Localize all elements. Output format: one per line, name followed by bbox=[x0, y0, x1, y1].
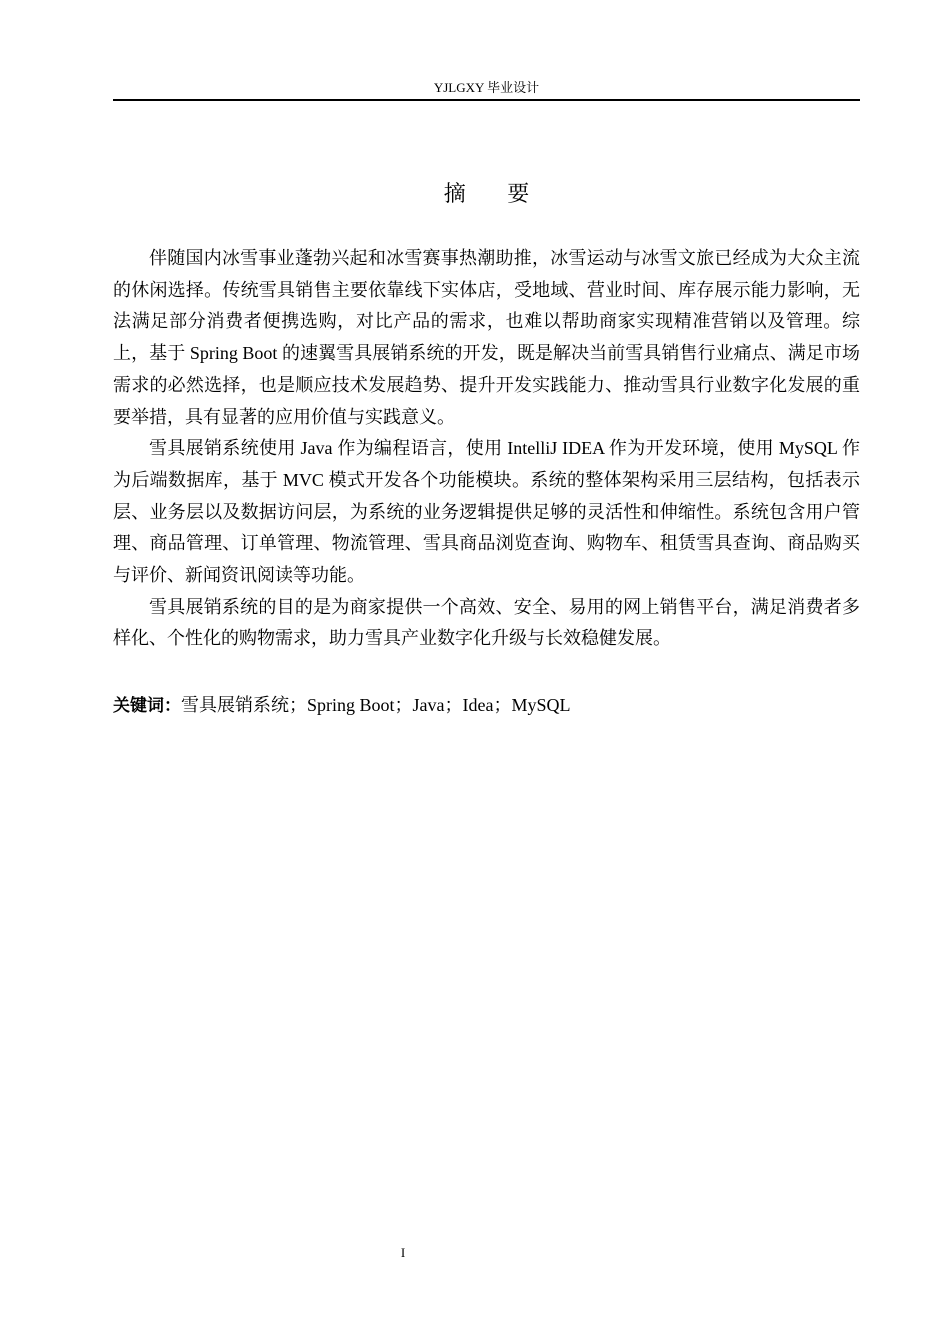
page-header: YJLGXY 毕业设计 bbox=[433, 80, 540, 95]
abstract-paragraph-1: 伴随国内冰雪事业蓬勃兴起和冰雪赛事热潮助推，冰雪运动与冰雪文旅已经成为大众主流的休闲选择。传统雪具销售主要依靠线下实体店，受地域、营业时间、库存展示能力影响，无法满足部分消费者便携选购，对比产品的需求，也难以帮助商家实现精准营销以及管理。综上，基于 Spring Boot 的速翼雪具展销系统的开发，既是解决当前雪具销售行业痛点、满足市场需求的必然选择，也是顺应技术发展趋势、提升开发实践能力、推动雪具行业数字化发展的重要举措，具有显著的应用价值与实践意义。 bbox=[113, 248, 860, 427]
header-divider bbox=[113, 99, 860, 101]
abstract-title: 摘 要 bbox=[443, 181, 548, 206]
keywords-text: 雪具展销系统；Spring Boot；Java；Idea；MySQL bbox=[181, 695, 571, 715]
page-number: I bbox=[400, 1245, 406, 1260]
abstract-paragraph-3: 雪具展销系统的目的是为商家提供一个高效、安全、易用的网上销售平台，满足消费者多样化、个性化的购物需求，助力雪具产业数字化升级与长效稳健发展。 bbox=[113, 596, 860, 649]
abstract-paragraph-2: 雪具展销系统使用 Java 作为编程语言，使用 IntelliJ IDEA 作为开发环境，使用 MySQL 作为后端数据库，基于 MVC 模式开发各个功能模块。系统的整体架构采用三层结构，包括表示层、业务层以及数据访问层，为系统的业务逻辑提供足够的灵活性和伸缩性。系统包含用户管理、商品管理、订单管理、物流管理、雪具商品浏览查询、购物车、租赁雪具查询、商品购买与评价、新闻资讯阅读等功能。 bbox=[113, 438, 860, 586]
abstract-body bbox=[113, 243, 860, 655]
keywords-label: 关键词： bbox=[113, 696, 181, 716]
keywords-line bbox=[113, 690, 860, 721]
